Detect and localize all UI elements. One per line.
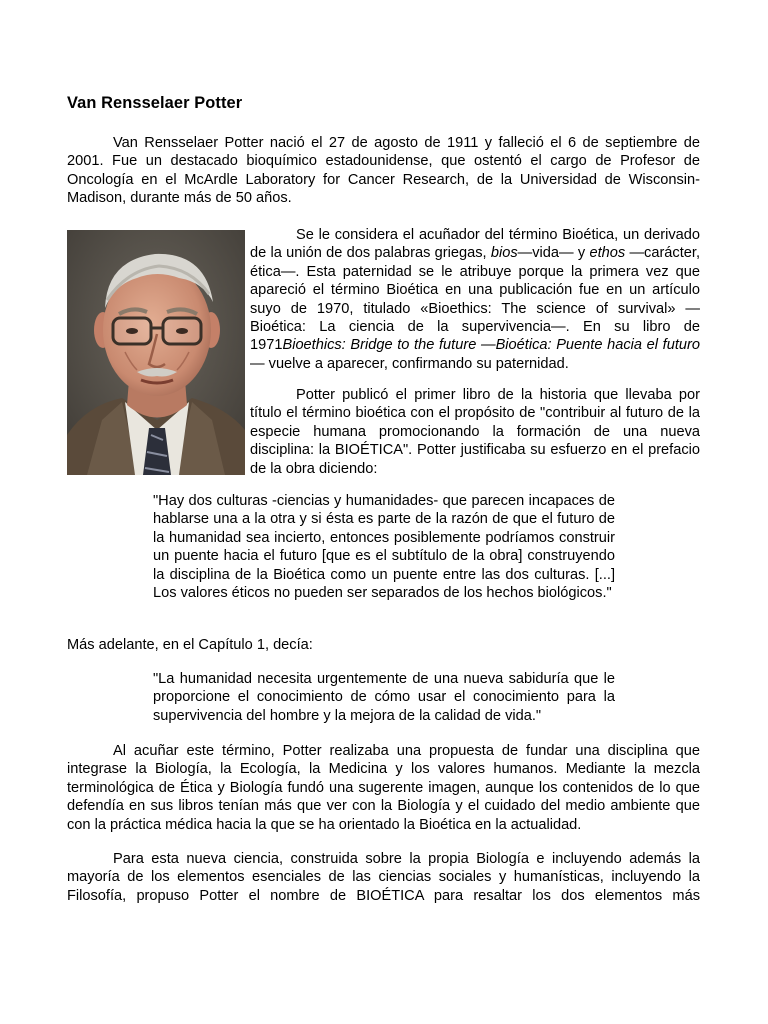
text-run: —carácter, ética—. Esta paternidad se le atribuye porque la primera vez que apareció el término Bioética en una publicación fue en un artículo suyo de 1970, titulado «Bioethics: The science of survival» —Bioética: La ciencia de la supervivencia—. En su libro de 1971: [250, 245, 701, 354]
paragraph-first-book: [250, 386, 700, 478]
page-title: Van Rensselaer Potter: [67, 94, 243, 112]
text-run: —vida— y: [517, 245, 590, 262]
paragraph-intro-text: Van Rensselaer Potter nació el 27 de agosto de 1911 y falleció el 6 de septiembre de 2001. Fue un destacado bioquímico estadounidense, que ostentó el cargo de Profesor de Oncología en el McArdle Laboratory for Cancer Research, de la Universidad de Wisconsin-Madison, durante más de 50 años.: [67, 135, 700, 207]
book-title: Bioethics: Bridge to the future —Bioética: Puente hacia el futuro: [282, 337, 700, 354]
paragraph-intro: [67, 134, 700, 208]
quote-wisdom: [153, 670, 615, 725]
paragraph-first-book-text: Potter publicó el primer libro de la historia que llevaba por título el término bioética con el propósito de "contribuir al futuro de la especie humana promocionando la formación de una nueva disciplina: la BIOÉTICA". Potter justificaba su esfuerzo en el prefacio de la obra diciendo:: [250, 387, 700, 477]
text-run: — vuelve a aparecer, confirmando su paternidad.: [250, 355, 569, 372]
quote-two-cultures-text: "Hay dos culturas -ciencias y humanidades- que parecen incapaces de hablarse una a la otra y si ésta es parte de la razón de que el futuro de la humanidad sea incierto, entonces posiblemente podríamos construir un puente hacia el futuro [que es el subtítulo de la obra] construyendo la disciplina de la Bioética como un puente entre las dos culturas. [...] Los valores éticos no pueden ser separados de los hechos biológicos.": [153, 493, 615, 602]
portrait-photo: [67, 230, 245, 475]
quote-two-cultures: [153, 492, 615, 602]
paragraph-new-science: [67, 850, 700, 905]
term-bios: bios: [490, 245, 518, 262]
paragraph-proposal: [67, 742, 700, 834]
text-run: Se le considera el acuñador del término Bioética, un derivado de la unión de dos palabras griegas,: [250, 227, 700, 262]
paragraph-new-science-text: Para esta nueva ciencia, construida sobre la propia Biología e incluyendo además la mayoría de los elementos esenciales de las ciencias sociales y humanísticas, incluyendo la Filosofía, propuso Potter el nombre de BIOÉTICA para resaltar los dos elementos más: [67, 851, 700, 904]
quote-wisdom-text: "La humanidad necesita urgentemente de una nueva sabiduría que le proporcione el conocimiento de cómo usar el conocimiento para la supervivencia del hombre y la mejora de la calidad de vida.": [153, 671, 615, 724]
chapter-intro: [67, 636, 313, 654]
chapter-intro-text: Más adelante, en el Capítulo 1, decía:: [67, 637, 313, 653]
paragraph-bioethics-origin: [250, 226, 700, 373]
term-ethos: ethos: [589, 245, 626, 262]
paragraph-proposal-text: Al acuñar este término, Potter realizaba una propuesta de fundar una disciplina que integrase la Biología, la Ecología, la Medicina y los valores humanos. Mediante la mezcla terminológica de Ética y Biología fundó una sugerente imagen, aunque los contenidos de lo que defendía en sus libros tenían más que ver con la Biología y el cuidado del medio ambiente que con la práctica médica hacia la que se ha orientado la Bioética en la actualidad.: [67, 743, 700, 833]
